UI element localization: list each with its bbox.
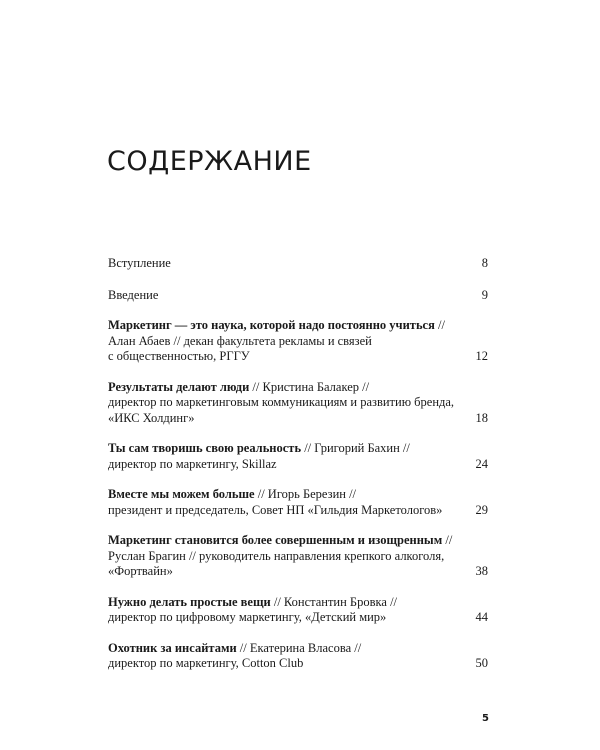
toc-entry-heading: Результаты делают люди	[108, 379, 250, 394]
toc-entry-author: // Константин Бровка //	[270, 594, 398, 609]
toc-line-text	[108, 334, 372, 350]
toc-entry-author: «ИКС Холдинг»	[108, 410, 195, 425]
toc-entry-author: Алан Абаев // декан факультета рекламы и связей	[108, 333, 372, 348]
toc-entry-author: директор по маркетингу, Skillaz	[108, 456, 277, 471]
toc-entry-author: //	[442, 533, 453, 547]
toc-entry-author: Руслан Брагин // руководитель направления крепкого алкоголя,	[108, 548, 445, 563]
toc-entry-author: директор по маркетинговым коммуникациям и развитию бренда,	[108, 395, 455, 409]
toc-page-number: 8	[481, 256, 488, 270]
toc-line	[108, 288, 488, 304]
toc-entry-author: директор по цифровому маркетингу, «Детский мир»	[108, 610, 387, 624]
toc-entry	[108, 318, 488, 365]
toc-line	[108, 503, 488, 519]
toc-entry-author: директор по маркетингу, Cotton Club	[108, 656, 304, 670]
toc-line-text	[108, 318, 445, 334]
toc-line-text	[108, 641, 361, 657]
toc-line	[108, 256, 488, 272]
toc-entry-author: Введение	[108, 287, 159, 302]
toc-page-number: 50	[475, 656, 488, 670]
toc-page-number: 12	[475, 349, 488, 363]
toc-line-text	[108, 564, 173, 580]
toc-entry-heading: Нужно делать простые вещи	[108, 594, 271, 609]
toc-entry	[108, 641, 488, 672]
toc-line	[108, 656, 488, 672]
toc-line-text	[108, 595, 397, 611]
toc-entry	[108, 288, 488, 304]
toc-line	[108, 441, 488, 457]
toc-entry-author: // Кристина Балакер //	[249, 379, 370, 394]
toc-line-text	[108, 533, 452, 549]
toc-line-text	[108, 380, 369, 396]
toc-line-text	[108, 457, 277, 473]
toc-line-text	[108, 503, 442, 519]
toc-entry-author: Вступление	[108, 256, 171, 270]
toc-entry-author: «Фортвайн»	[108, 564, 173, 578]
toc-line-text	[108, 549, 444, 565]
toc-line	[108, 533, 488, 549]
toc-entry-heading: Вместе мы можем больше	[108, 487, 255, 501]
toc-entry-author: президент и председатель, Совет НП «Гильдия Маркетологов»	[108, 502, 443, 517]
toc-line	[108, 334, 488, 350]
toc-entry-heading: Маркетинг становится более совершенным и изощренным	[108, 533, 443, 547]
toc-line	[108, 411, 488, 427]
toc-entry	[108, 441, 488, 472]
page-title: СОДЕРЖАНИЕ	[107, 146, 312, 177]
toc-line	[108, 595, 488, 611]
toc-entry	[108, 256, 488, 272]
toc-page-number: 24	[475, 456, 488, 471]
toc-line-text	[108, 441, 410, 457]
table-of-contents	[108, 256, 488, 672]
toc-entry-heading: Охотник за инсайтами	[108, 640, 237, 655]
toc-line-text	[108, 395, 454, 411]
toc-entry	[108, 380, 488, 427]
toc-line-text	[108, 610, 386, 626]
toc-line	[108, 487, 488, 503]
toc-line-text	[108, 288, 158, 304]
toc-entry-heading: Маркетинг — это наука, которой надо постоянно учиться	[108, 318, 435, 332]
toc-line	[108, 395, 488, 411]
toc-line	[108, 318, 488, 334]
toc-line	[108, 457, 488, 473]
toc-line-text	[108, 656, 303, 672]
toc-line-text	[108, 487, 356, 503]
toc-entry-heading: Ты сам творишь свою реальность	[108, 441, 302, 455]
toc-page-number: 9	[481, 287, 488, 302]
toc-entry	[108, 487, 488, 518]
toc-page-number: 18	[475, 410, 488, 425]
page-number: 5	[482, 713, 489, 724]
toc-entry	[108, 533, 488, 580]
toc-entry-author: //	[434, 318, 445, 332]
toc-line	[108, 349, 488, 365]
toc-page-number: 38	[475, 564, 488, 578]
toc-line	[108, 549, 488, 565]
toc-entry-author: // Григорий Бахин //	[301, 441, 410, 455]
toc-entry-author: // Игорь Березин //	[254, 487, 357, 501]
toc-line	[108, 564, 488, 580]
toc-line	[108, 641, 488, 657]
toc-line-text	[108, 349, 250, 365]
toc-line-text	[108, 256, 171, 272]
toc-line	[108, 380, 488, 396]
toc-page-number: 29	[475, 502, 488, 517]
toc-line	[108, 610, 488, 626]
toc-line-text	[108, 411, 194, 427]
toc-page-number: 44	[475, 610, 488, 624]
toc-entry	[108, 595, 488, 626]
toc-entry-author: с общественностью, РГГУ	[108, 349, 250, 363]
toc-entry-author: // Екатерина Власова //	[236, 640, 362, 655]
